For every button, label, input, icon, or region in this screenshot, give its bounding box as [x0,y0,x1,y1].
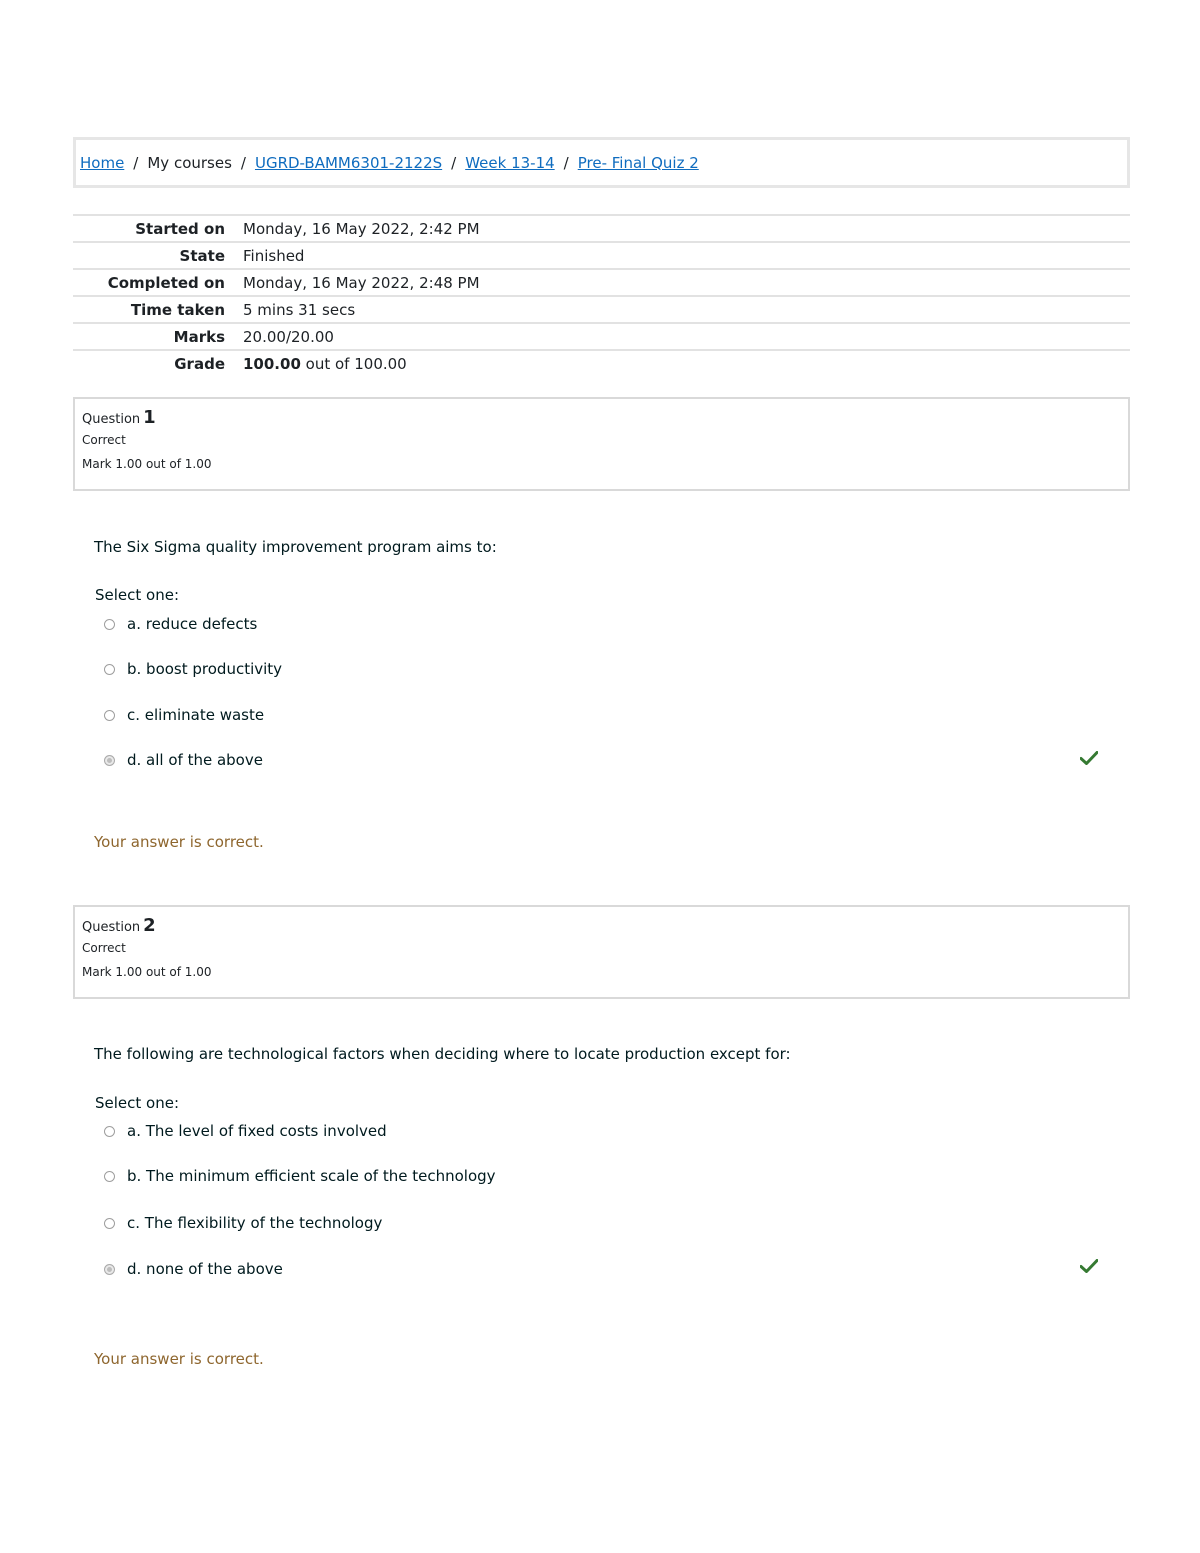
answer-feedback: Your answer is correct. [94,833,264,851]
summary-row-completed-on [73,270,1130,297]
check-icon [1080,751,1098,765]
summary-value: Monday, 16 May 2022, 2:42 PM [243,219,480,238]
answer-option[interactable] [104,706,264,724]
question-number [82,407,1121,428]
summary-value [225,355,407,373]
summary-value: Finished [243,246,305,265]
summary-row-marks [73,324,1130,351]
grade-score: 100.00 [243,354,301,373]
radio-button[interactable] [104,619,115,630]
breadcrumb [73,137,1130,188]
radio-button[interactable] [104,1126,115,1137]
summary-row-grade [73,351,1130,376]
question-number-value: 2 [143,915,156,936]
breadcrumb-week-link[interactable]: Week 13-14 [465,153,555,172]
question-label: Question [82,412,141,427]
summary-label: Grade [174,354,225,373]
breadcrumb-quiz-link[interactable]: Pre- Final Quiz 2 [577,153,699,172]
radio-button-checked[interactable] [104,755,115,766]
answer-option-label: c. eliminate waste [127,706,265,724]
summary-label: Marks [173,327,225,346]
grade-out-of: out of 100.00 [305,354,407,373]
breadcrumb-course-link[interactable]: UGRD-BAMM6301-2122S [254,153,443,172]
breadcrumb-my-courses: My courses [147,153,232,172]
summary-row-started-on [73,216,1130,243]
summary-value: Monday, 16 May 2022, 2:48 PM [243,273,480,292]
answer-feedback: Your answer is correct. [94,1350,264,1368]
summary-label: Started on [135,219,225,238]
summary-value: 5 mins 31 secs [243,300,356,319]
summary-label: Time taken [130,300,225,319]
answer-option[interactable] [104,1122,387,1140]
answer-option[interactable] [104,660,282,678]
question-number [82,915,1121,936]
question-info-box [73,905,1130,999]
answer-option-label: a. The level of fixed costs involved [127,1122,387,1140]
question-info-box [73,397,1130,491]
answer-option-label: c. The flexibility of the technology [127,1214,383,1232]
breadcrumb-separator: / [240,153,246,172]
select-one-prompt: Select one: [95,586,180,604]
answer-option-label: a. reduce defects [127,615,258,633]
question-mark: Mark 1.00 out of 1.00 [82,965,212,979]
breadcrumb-separator: / [451,153,457,172]
question-text: The following are technological factors when deciding where to locate production except for: [94,1045,791,1063]
summary-label: State [179,246,225,265]
radio-button[interactable] [104,664,115,675]
check-icon [1080,1259,1098,1273]
breadcrumb-separator: / [133,153,139,172]
answer-option-label: d. none of the above [127,1260,283,1278]
summary-value: 20.00/20.00 [243,327,334,346]
summary-row-state [73,243,1130,270]
question-state: Correct [82,433,126,447]
breadcrumb-separator: / [563,153,569,172]
radio-button-checked[interactable] [104,1264,115,1275]
radio-button[interactable] [104,1171,115,1182]
radio-button[interactable] [104,1218,115,1229]
answer-option[interactable] [104,1214,382,1232]
answer-option-label: b. The minimum efficient scale of the technology [127,1167,496,1185]
answer-option-label: b. boost productivity [127,660,283,678]
answer-option[interactable] [104,615,257,633]
summary-label: Completed on [107,273,225,292]
question-state: Correct [82,941,126,955]
breadcrumb-home-link[interactable]: Home [80,153,125,172]
question-label: Question [82,920,141,935]
question-number-value: 1 [143,407,156,428]
answer-option-label: d. all of the above [127,751,263,769]
answer-option-selected[interactable] [104,751,263,769]
select-one-prompt: Select one: [95,1094,180,1112]
answer-option[interactable] [104,1167,496,1185]
radio-button[interactable] [104,710,115,721]
summary-row-time-taken [73,297,1130,324]
question-mark: Mark 1.00 out of 1.00 [82,457,212,471]
attempt-summary-table [73,214,1130,376]
question-text: The Six Sigma quality improvement program aims to: [94,538,497,556]
answer-option-selected[interactable] [104,1260,283,1278]
